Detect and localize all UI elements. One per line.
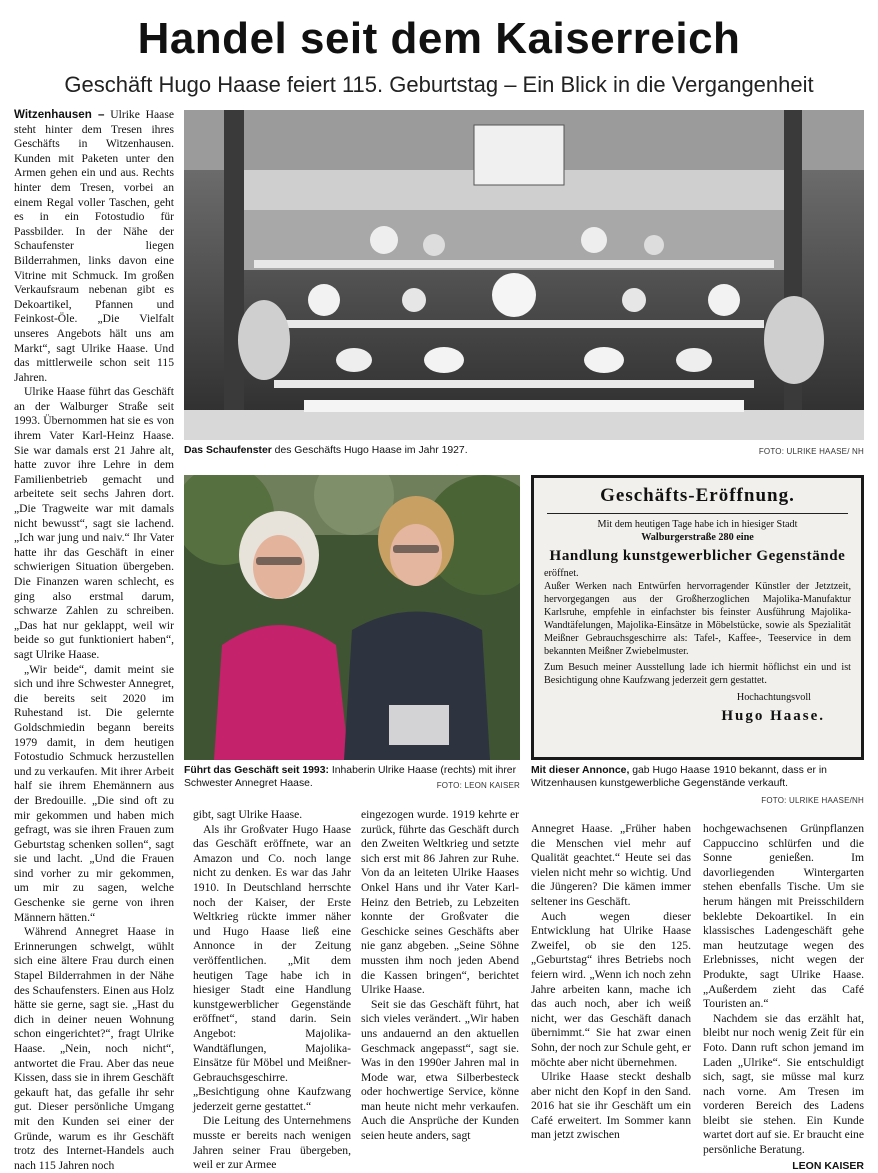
- paragraph: Während Annegret Haase in Erinnerungen schwelgt, wühlt sich eine ältere Frau durch einen Stapel Bilderrahmen in der Nähe des Schaufensters. Einen aus Holz hätte sie gerne, sagt sie. „Hast du dich in deiner neuen Wohnung schon eingerichtet?“, fragt Ulrike Haase. „Nein, noch nicht“, antwortet die Frau. Aber das neue Kissen, dass sie in ihrem Geschäft gekauft hat, das gefalle ihr sehr gut. Dieser persönliche Umgang mit den Kunden sei einer der Gründe, warum es ihr Geschäft trotz des Internet-Handels auch nach 115 Jahren noch: [14, 925, 174, 1172]
- paragraph: Annegret Haase. „Früher haben die Menschen viel mehr auf Qualität geachtet.“ Heute sei das vielen nicht mehr so wichtig. Und die Jüngeren? Die kämen immer seltener ins Geschäft.: [531, 822, 691, 908]
- article-column-4: [531, 822, 691, 1143]
- announcement-closing: Hochachtungsvoll: [736, 692, 811, 703]
- headline: Handel seit dem Kaiserreich: [137, 14, 741, 63]
- paragraph: Auch wegen dieser Entwicklung hat Ulrike Haase Zweifel, ob sie den 125. „Geburtstag“ ihres Betriebs noch feiern wird. „Wenn ich noch zehn Jahre arbeiten kann, mache ich das auch noch, aber ich weiß nicht, wer das Geschäft danach übernimmt.“ Sie hat zwar einen Sohn, der noch zur Schule geht, er möchte aber nicht übernehmen.: [531, 909, 691, 1069]
- shop-window-1927-photo: [184, 110, 864, 440]
- announcement-body: Außer Werken nach Entwürfen hervorragender Künstler der Jetztzeit, hervorgegangen aus der Großherzoglichen Majolika-Manufaktur Karlsruhe, empfehle in einfachster bis feinster Ausführung Majolika-Wandtäfelungen, Majolika-Einsätze in Möbelstücke, sowie als Spezialität Meißner Gebrauchsgeschirre als: Tafel-, Kaffee-, Teeservice in dem bekannten Meißner Zwiebelmuster.: [544, 581, 851, 657]
- announcement-line: Mit dem heutigen Tage habe ich in hiesiger Stadt: [597, 519, 798, 530]
- dateline: Witzenhausen –: [14, 108, 105, 121]
- photo1-credit: FOTO: ULRIKE HAASE/ NH: [758, 447, 864, 456]
- photo3-credit: FOTO: ULRIKE HAASE/NH: [761, 796, 864, 805]
- paragraph: Witzenhausen – Ulrike Haase steht hinter dem Tresen ihres Geschäfts in Witzenhausen. Kunden mit Paketen unter den Armen gehen ein und aus. Rechts hinter dem Tresen, vorbei an einem Regal voller Taschen, geht es in ein Fotostudio für Passbilder. In der Nähe der Schaufenster liegen Bilderrahmen, links davon eine Vitrine mit Schmuck. Im großen Verkaufsraum nebenan gibt es Dekoartikel, Pfannen und Feinkost-Öle. „Die Vielfalt unseres Angebots hält uns am Markt“, sagt Ulrike Haase. Und das mittlerweile schon seit 115 Jahren.: [14, 108, 174, 384]
- photo1-caption: Das Schaufenster des Geschäfts Hugo Haase im Jahr 1927.: [184, 445, 468, 456]
- article-column-1: [14, 108, 174, 1173]
- announcement-headline: Handlung kunstgewerblicher Gegenstände: [549, 548, 846, 564]
- paragraph: eingezogen wurde. 1919 kehrte er zurück, führte das Geschäft durch den Zweiten Weltkrieg und setzte sich erst mit 86 Jahren zur Ruhe. Von da an leiteten Ulrike Haases Onkel Hans und ihr Vater Karl-Heinz den Betrieb, zu Lebzeiten konnte der Großvater die Geschicke seines Geschäfts aber nie ganz abgeben. „Seine Söhne mussten ihm noch jeden Abend die Kassen bringen“, berichtet Ulrike Haase.: [361, 808, 519, 997]
- paragraph: „Wir beide“, damit meint sie sich und ihre Schwester Annegret, die bereits seit 2020 im Ruhestand ist. Die gelernte Goldschmiedin begann bereits 1979 damit, in dem heutigen Fotostudio Schmuck herzustellen und zu verkaufen. Mit ihrer Arbeit half sie ihrem Ehemännern aus der Bredouille. „Die sind oft zu mir gekommen und haben mich gefragt, was sie ihren Frauen zum Geburtstag schenken sollen“, sagt sie und lacht. „Und die Frauen sind vorher zu mir gekommen, um mir zu sagen, welche Geschenke sie gerne von ihren Männern hätten.“: [14, 662, 174, 924]
- announcement-title: Geschäfts-Eröffnung.: [600, 485, 795, 506]
- photo3-caption: Mit dieser Annonce, gab Hugo Haase 1910 bekannt, dass er in Witzenhausen kunstgewerbliche Gegenstände verkauft.: [531, 765, 827, 789]
- paragraph: gibt, sagt Ulrike Haase.: [193, 808, 303, 821]
- sisters-illustration: [184, 475, 520, 760]
- announcement-line: Walburgerstraße 280 eine: [641, 532, 754, 543]
- subheadline: Geschäft Hugo Haase feiert 115. Geburtstag – Ein Blick in die Vergangenheit: [64, 72, 814, 97]
- photo2-caption: Führt das Geschäft seit 1993: Inhaberin Ulrike Haase (rechts) mit ihrer Schwester Annegret Haase.: [184, 765, 517, 789]
- paragraph: Als ihr Großvater Hugo Haase das Geschäft eröffnete, war an Amazon und Co. noch lange nicht zu denken. Es war das Jahr 1910. In Deutschland herrschte noch der Kaiser, der Erste Weltkrieg rückte immer näher und Hugo Haase ließ eine Annonce in der Zeitung veröffentlichen. „Mit dem heutigen Tage habe ich in hiesiger Stadt eine Handlung kunstgewerblicher Gegenstände eröffnet“, stand darin. Sein Angebot: Majolika-Wandtäflungen, Majolika-Einsätze für Möbel und Meißner-Gebrauchsgeschirre. „Besichtigung ohne Kaufzwang jederzeit gerne gestattet.“: [193, 822, 351, 1113]
- announcement-visit: Zum Besuch meiner Ausstellung lade ich hiermit höflichst ein und ist Besichtigung ohne Kaufzwang jederzeit gern gestattet.: [544, 662, 851, 686]
- paragraph: Ulrike Haase führt das Geschäft an der Walburger Straße seit 1993. Übernommen hat sie es von ihrem Vater Karl-Heinz Haase. Sie war damals erst 21 Jahre alt, hatte zuvor ihre Lehre in dem Familienbetrieb gemacht und arbeitete seit sechs Jahren dort. „Die Tragweite war mit damals nicht bewusst“, sagt sie lachend. „Ich war jung und naiv.“ Ihr Vater hatte ihr das Geschäft in einer schwierigen Situation übergeben. Die Finanzen waren schlecht, es ging also erstmal darum, schwarze Zahlen zu schreiben. „Das hat nur geklappt, weil wir beide so gut funktioniert haben“, sagt Ulrike Haase.: [14, 385, 174, 661]
- paragraph: Ulrike Haase steckt deshalb aber nicht den Kopf in den Sand. 2016 hat sie ihr Geschäft um ein Café erweitert. Im Sommer kann man jetzt zwischen: [531, 1070, 691, 1142]
- haase-sisters-photo: [184, 475, 520, 760]
- announcement-signature: Hugo Haase.: [721, 708, 825, 724]
- paragraph: Nachdem sie das erzählt hat, bleibt nur noch wenig Zeit für ein Foto. Dann ruft schon jemand im Laden „Ulrike“. Sie entschuldigt sich, sagt, sie müsse mal kurz nach vorne. Am Tresen im vorderen Bereich des Ladens bleibt sie stehen. Ein Kunde wartet dort auf sie. Er braucht eine persönliche Beratung.: [703, 1011, 864, 1157]
- paragraph: Die Leitung des Unternehmens musste er bereits nach wenigen Jahren seiner Frau übergeben, weil er zur Armee: [193, 1114, 351, 1172]
- article-column-5: [703, 822, 864, 1173]
- paragraph: Seit sie das Geschäft führt, hat sich vieles verändert. „Wir haben uns andauernd an den aktuellen Geschmack angepasst“, sagt sie. Was in den 1990er Jahren mal in Mode war, etwa Silberbesteck oder hochwertige Service, könne man heute nicht mehr verkaufen. Auch die Ansprüche der Kunden seien heute anders, sagt: [361, 997, 519, 1143]
- article-column-3: [361, 808, 519, 1144]
- announcement-rule: [547, 513, 848, 514]
- paragraph: hochgewachsenen Grünpflanzen Cappuccino schlürfen und die Sonne genießen. Im davorliegenden Wintergarten stehen ebenfalls Tische. Um sie herum hängen mit Preisschildern beklebte Dekoartikel. In ein klassisches Ladengeschäft gehe man heutzutage wegen des Erlebnisses, nicht wegen der Produkte, sagt Ulrike Haase. „Außerdem zieht das Café Touristen an.“: [703, 822, 864, 1011]
- opening-announcement-1910: [531, 475, 864, 760]
- announcement-line: eröffnet.: [544, 568, 579, 579]
- article-column-2: [193, 808, 351, 1173]
- photo2-credit: FOTO: LEON KAISER: [436, 781, 520, 790]
- author-byline: LEON KAISER: [792, 1159, 864, 1172]
- shop-window-illustration: [184, 110, 864, 440]
